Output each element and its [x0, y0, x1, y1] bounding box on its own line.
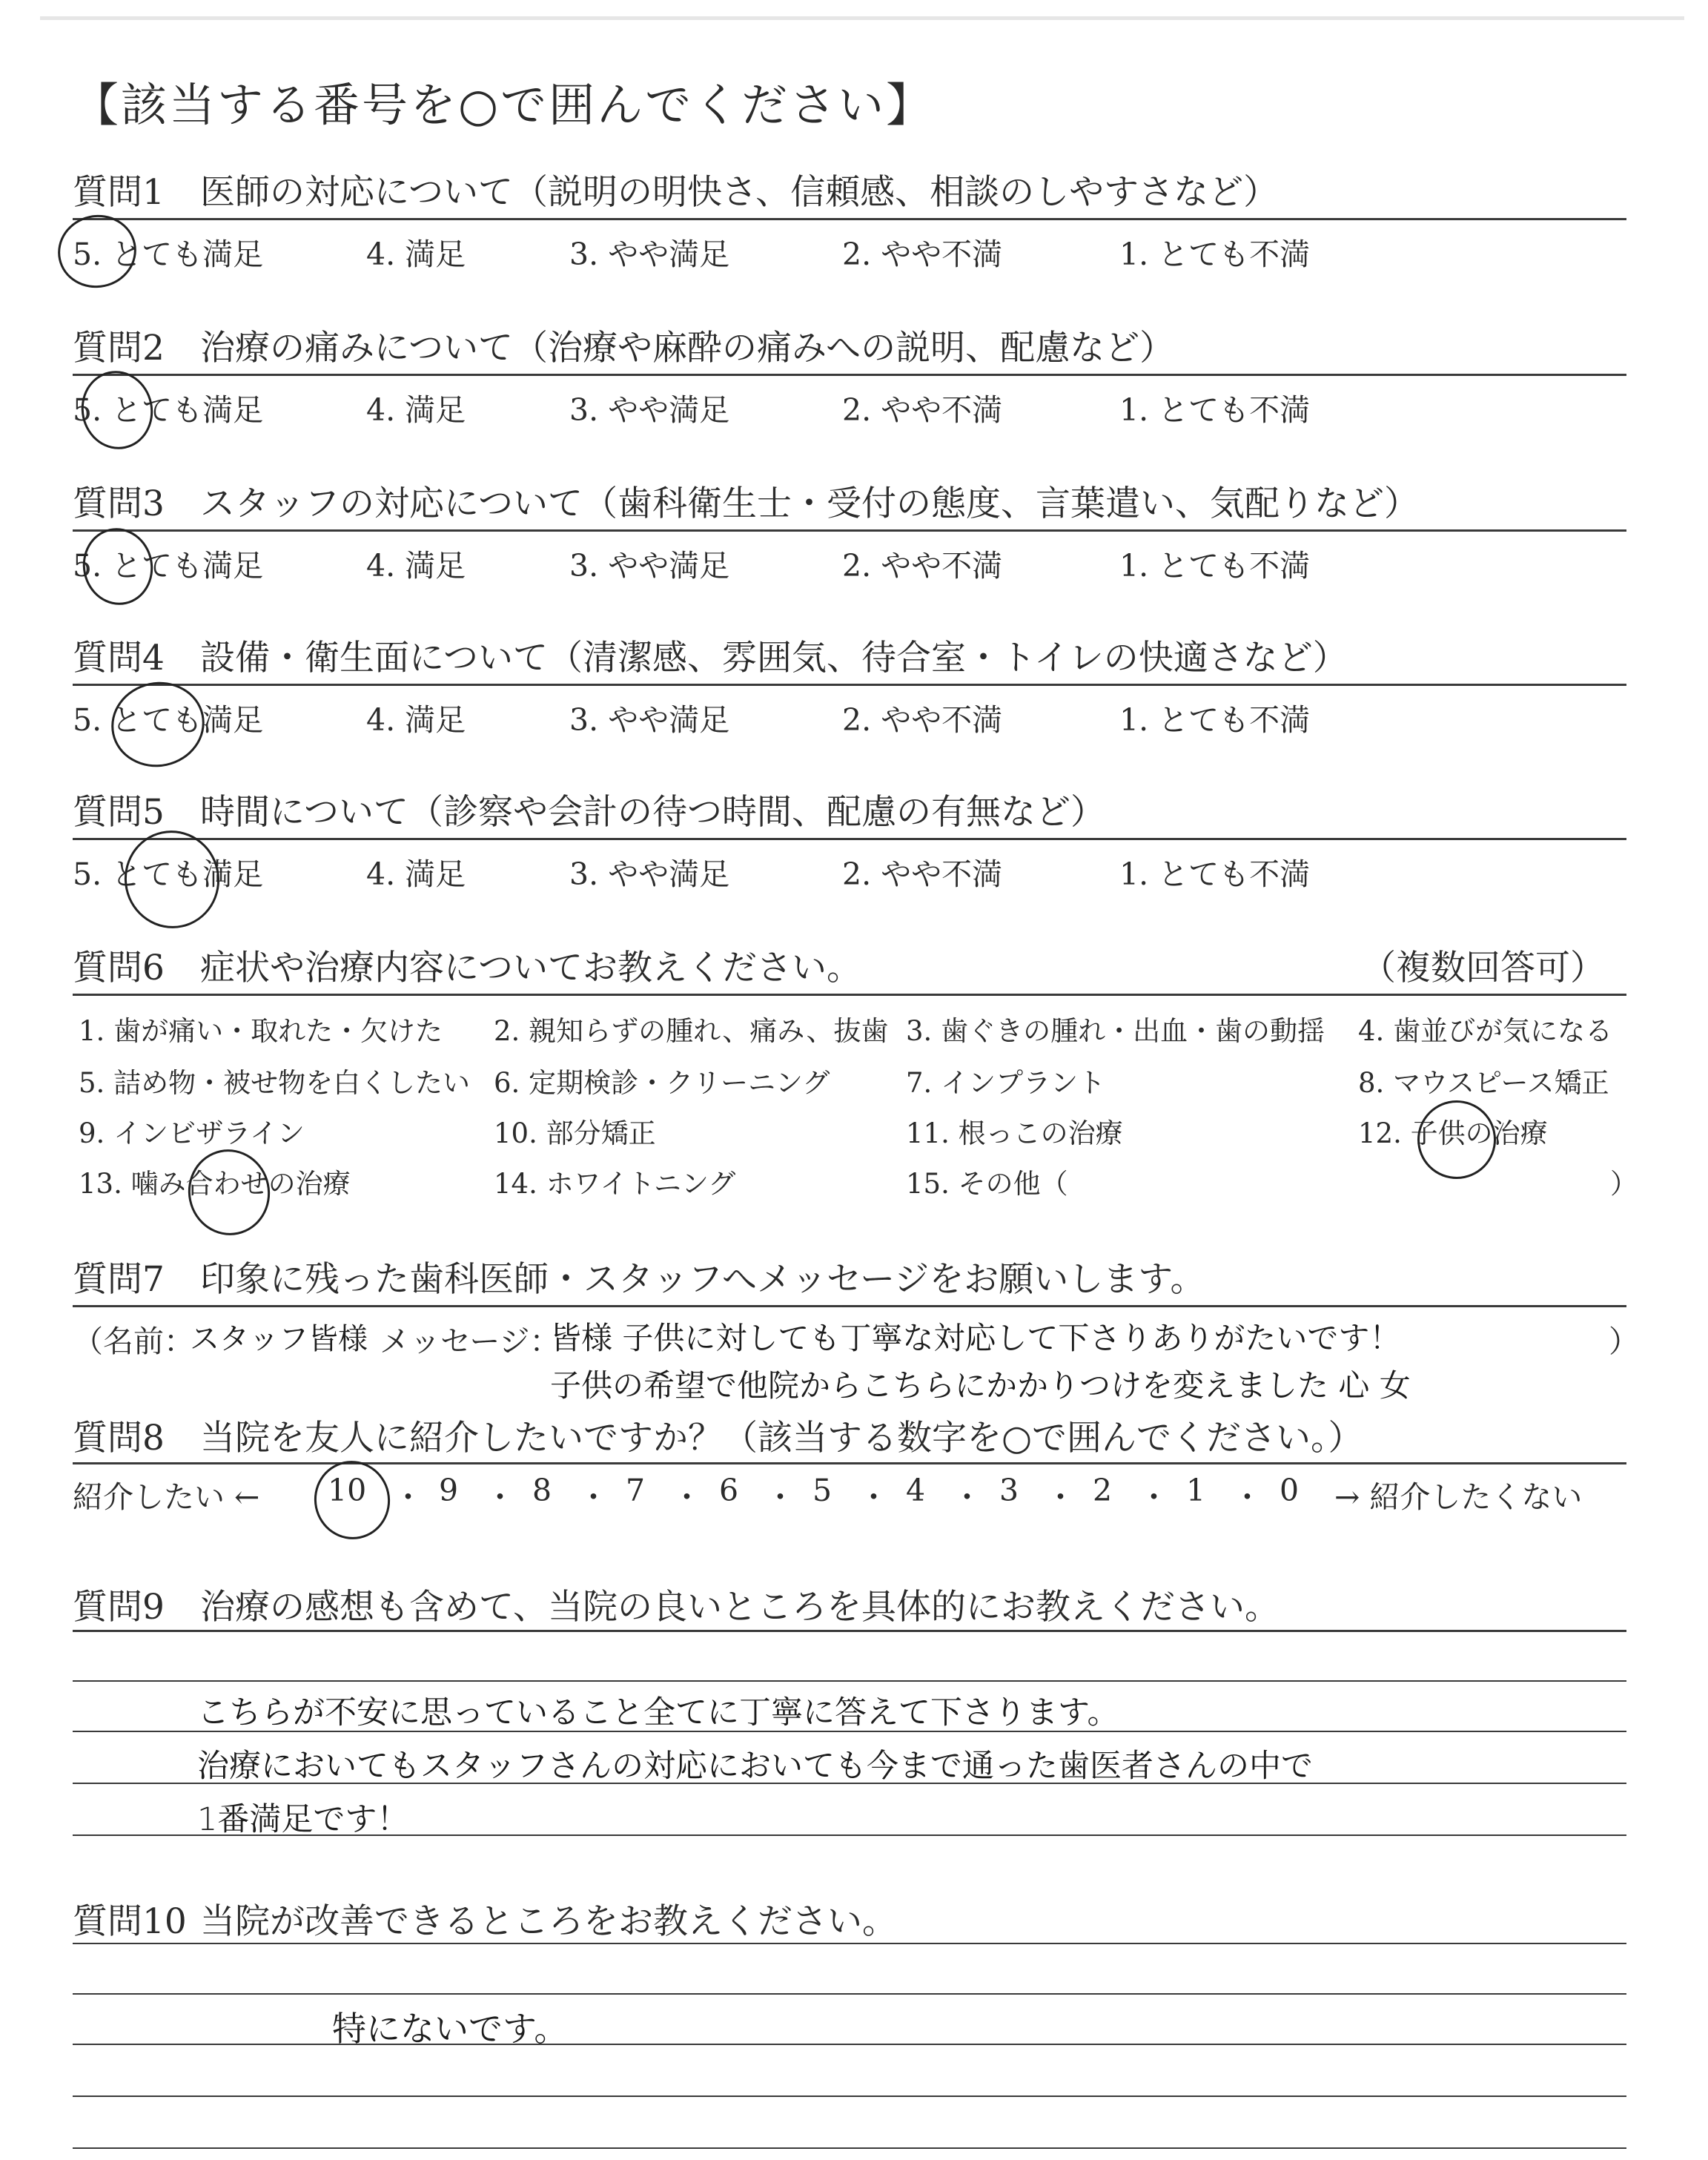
question-number: 質問6 — [73, 948, 165, 988]
writing-line — [73, 1680, 1626, 1682]
question-number: 質問3 — [73, 483, 165, 524]
q10-answer: 特にないです。 — [332, 2009, 569, 2049]
scale-separator: ・ — [485, 1479, 515, 1515]
question-text: 設備・衛生面について（清潔感、雰囲気、待合室・トイレの快適さなど） — [200, 638, 1348, 678]
q4-option-2[interactable]: 2. やや不満 — [842, 702, 1003, 738]
q4-option-5[interactable]: 5. とても満足 — [73, 702, 264, 738]
scale-8[interactable]: 8 — [532, 1473, 552, 1508]
question-text: 症状や治療内容についてお教えください。 — [200, 948, 862, 988]
q6-option-14[interactable]: 14. ホワイトニング — [494, 1168, 736, 1200]
question-8 — [73, 1410, 1363, 1460]
divider — [73, 1943, 1626, 1944]
page-title: 【該当する番号を○で囲んでください】 — [73, 78, 935, 132]
question-number: 質問2 — [73, 328, 165, 369]
q4-option-1[interactable]: 1. とても不満 — [1119, 702, 1311, 738]
scale-2[interactable]: 2 — [1093, 1473, 1113, 1508]
scale-separator: ・ — [765, 1479, 795, 1515]
q5-option-3[interactable]: 3. やや満足 — [569, 856, 730, 892]
q4-option-4[interactable]: 4. 満足 — [366, 702, 466, 738]
scale-0[interactable]: 0 — [1280, 1473, 1300, 1508]
q3-option-1[interactable]: 1. とても不満 — [1119, 548, 1311, 584]
writing-line — [73, 2044, 1626, 2045]
question-text: 当院が改善できるところをお教えください。 — [200, 1901, 897, 1942]
divider — [73, 1630, 1626, 1632]
q3-option-4[interactable]: 4. 満足 — [366, 548, 466, 584]
q6-other-close: ） — [1610, 1168, 1638, 1200]
writing-line — [73, 2147, 1626, 2149]
question-7 — [73, 1252, 1205, 1301]
scale-6[interactable]: 6 — [719, 1473, 739, 1508]
q6-option-4[interactable]: 4. 歯並びが気になる — [1358, 1015, 1613, 1047]
question-text: 医師の対応について（説明の明快さ、信頼感、相談のしやすさなど） — [200, 172, 1279, 213]
divider — [73, 529, 1626, 532]
q1-option-5[interactable]: 5. とても満足 — [73, 237, 264, 272]
scale-separator: ・ — [1232, 1479, 1262, 1515]
message-handwritten-line2: 子供の希望で他院からこちらにかかりつけを変えました 心 女 — [550, 1367, 1411, 1404]
divider — [73, 838, 1626, 840]
question-3 — [73, 476, 1419, 526]
scale-separator: ・ — [858, 1479, 889, 1515]
q6-option-2[interactable]: 2. 親知らずの腫れ、痛み、抜歯 — [494, 1015, 889, 1047]
name-handwritten: スタッフ皆様 — [190, 1322, 368, 1356]
question-number: 質問1 — [73, 172, 165, 213]
question-6 — [73, 940, 861, 990]
scale-3[interactable]: 3 — [999, 1473, 1019, 1508]
q5-option-4[interactable]: 4. 満足 — [366, 856, 466, 892]
scale-7[interactable]: 7 — [626, 1473, 646, 1508]
top-border — [40, 16, 1684, 20]
q2-option-3[interactable]: 3. やや満足 — [569, 392, 730, 428]
q1-option-2[interactable]: 2. やや不満 — [842, 237, 1003, 272]
question-text: 当院を友人に紹介したいですか？（該当する数字を○で囲んでください。） — [200, 1418, 1363, 1459]
question-number: 質問4 — [73, 638, 165, 678]
scale-4[interactable]: 4 — [906, 1473, 926, 1508]
q1-option-3[interactable]: 3. やや満足 — [569, 237, 730, 272]
question-number: 質問5 — [73, 792, 165, 833]
divider — [73, 1462, 1626, 1464]
scale-left-label: 紹介したい ← — [73, 1479, 260, 1515]
scale-1[interactable]: 1 — [1186, 1473, 1206, 1508]
name-label: （名前： — [73, 1324, 194, 1359]
q6-option-6[interactable]: 6. 定期検診・クリーニング — [494, 1067, 830, 1099]
question-9 — [73, 1579, 1280, 1629]
q6-option-3[interactable]: 3. 歯ぐきの腫れ・出血・歯の動揺 — [906, 1015, 1325, 1047]
question-text: 治療の痛みについて（治療や麻酔の痛みへの説明、配慮など） — [200, 328, 1175, 369]
message-label: メッセージ： — [380, 1324, 560, 1359]
q5-option-2[interactable]: 2. やや不満 — [842, 856, 1003, 892]
q6-option-5[interactable]: 5. 詰め物・被せ物を白くしたい — [79, 1067, 471, 1099]
q2-option-5[interactable]: 5. とても満足 — [73, 392, 264, 428]
q2-option-4[interactable]: 4. 満足 — [366, 392, 466, 428]
message-handwritten-line1: 皆様 子供に対しても丁寧な対応して下さりありがたいです！ — [550, 1320, 1401, 1356]
q5-option-5[interactable]: 5. とても満足 — [73, 856, 264, 892]
q2-option-2[interactable]: 2. やや不満 — [842, 392, 1003, 428]
scale-right-label: → 紹介したくない — [1334, 1479, 1583, 1515]
scale-separator: ・ — [1139, 1479, 1169, 1515]
divider — [73, 994, 1626, 996]
q1-option-1[interactable]: 1. とても不満 — [1119, 237, 1311, 272]
q6-option-12[interactable]: 12. 子供の治療 — [1358, 1117, 1548, 1149]
question-number: 質問8 — [73, 1418, 165, 1459]
answer-line-2: 治療においてもスタッフさんの対応においても今まで通った歯医者さんの中で — [197, 1748, 1313, 1785]
q6-option-8[interactable]: 8. マウスピース矯正 — [1358, 1067, 1609, 1099]
multiple-answers-note: （複数回答可） — [1361, 948, 1605, 988]
scale-10[interactable]: 10 — [328, 1473, 367, 1508]
q4-option-3[interactable]: 3. やや満足 — [569, 702, 730, 738]
q2-option-1[interactable]: 1. とても不満 — [1119, 392, 1311, 428]
scale-9[interactable]: 9 — [439, 1473, 459, 1508]
divider — [73, 684, 1626, 686]
q6-option-11[interactable]: 11. 根っこの治療 — [906, 1117, 1123, 1149]
question-number: 質問7 — [73, 1259, 165, 1300]
scale-5[interactable]: 5 — [812, 1473, 833, 1508]
question-text: 時間について（診察や会計の待つ時間、配慮の有無など） — [200, 792, 1106, 833]
q6-option-10[interactable]: 10. 部分矯正 — [494, 1117, 656, 1149]
q3-option-5[interactable]: 5. とても満足 — [73, 548, 264, 584]
question-text: 印象に残った歯科医師・スタッフへメッセージをお願いします。 — [200, 1259, 1205, 1300]
question-number: 質問10 — [73, 1901, 187, 1942]
message-close: ） — [1609, 1324, 1639, 1359]
question-5 — [73, 785, 1105, 834]
q3-option-3[interactable]: 3. やや満足 — [569, 548, 730, 584]
question-4 — [73, 630, 1348, 680]
q6-option-13[interactable]: 13. 噛み合わせの治療 — [79, 1168, 351, 1200]
scale-separator: ・ — [952, 1479, 982, 1515]
question-1 — [73, 165, 1278, 214]
q6-option-7[interactable]: 7. インプラント — [906, 1067, 1106, 1099]
scale-separator: ・ — [578, 1479, 609, 1515]
scale-separator: ・ — [393, 1479, 423, 1515]
question-2 — [73, 320, 1174, 370]
divider — [73, 218, 1626, 220]
question-number: 質問9 — [73, 1587, 165, 1628]
q6-option-15[interactable]: 15. その他（ — [906, 1168, 1068, 1200]
divider — [73, 374, 1626, 376]
q6-option-1[interactable]: 1. 歯が痛い・取れた・欠けた — [79, 1015, 443, 1047]
answer-line-3: 1番満足です！ — [197, 1801, 409, 1838]
writing-line — [73, 1993, 1626, 1995]
question-10 — [73, 1894, 897, 1943]
answer-line-1: こちらが不安に思っていること全てに丁寧に答えて下さります。 — [197, 1694, 1119, 1731]
q1-option-4[interactable]: 4. 満足 — [366, 237, 466, 272]
q6-option-9[interactable]: 9. インビザライン — [79, 1117, 305, 1149]
question-text: スタッフの対応について（歯科衛生士・受付の態度、言葉遣い、気配りなど） — [200, 483, 1420, 524]
writing-line — [73, 2095, 1626, 2097]
question-text: 治療の感想も含めて、当院の良いところを具体的にお教えください。 — [200, 1587, 1280, 1628]
divider — [73, 1305, 1626, 1307]
scale-separator: ・ — [672, 1479, 702, 1515]
q5-option-1[interactable]: 1. とても不満 — [1119, 856, 1311, 892]
q3-option-2[interactable]: 2. やや不満 — [842, 548, 1003, 584]
scale-separator: ・ — [1045, 1479, 1076, 1515]
